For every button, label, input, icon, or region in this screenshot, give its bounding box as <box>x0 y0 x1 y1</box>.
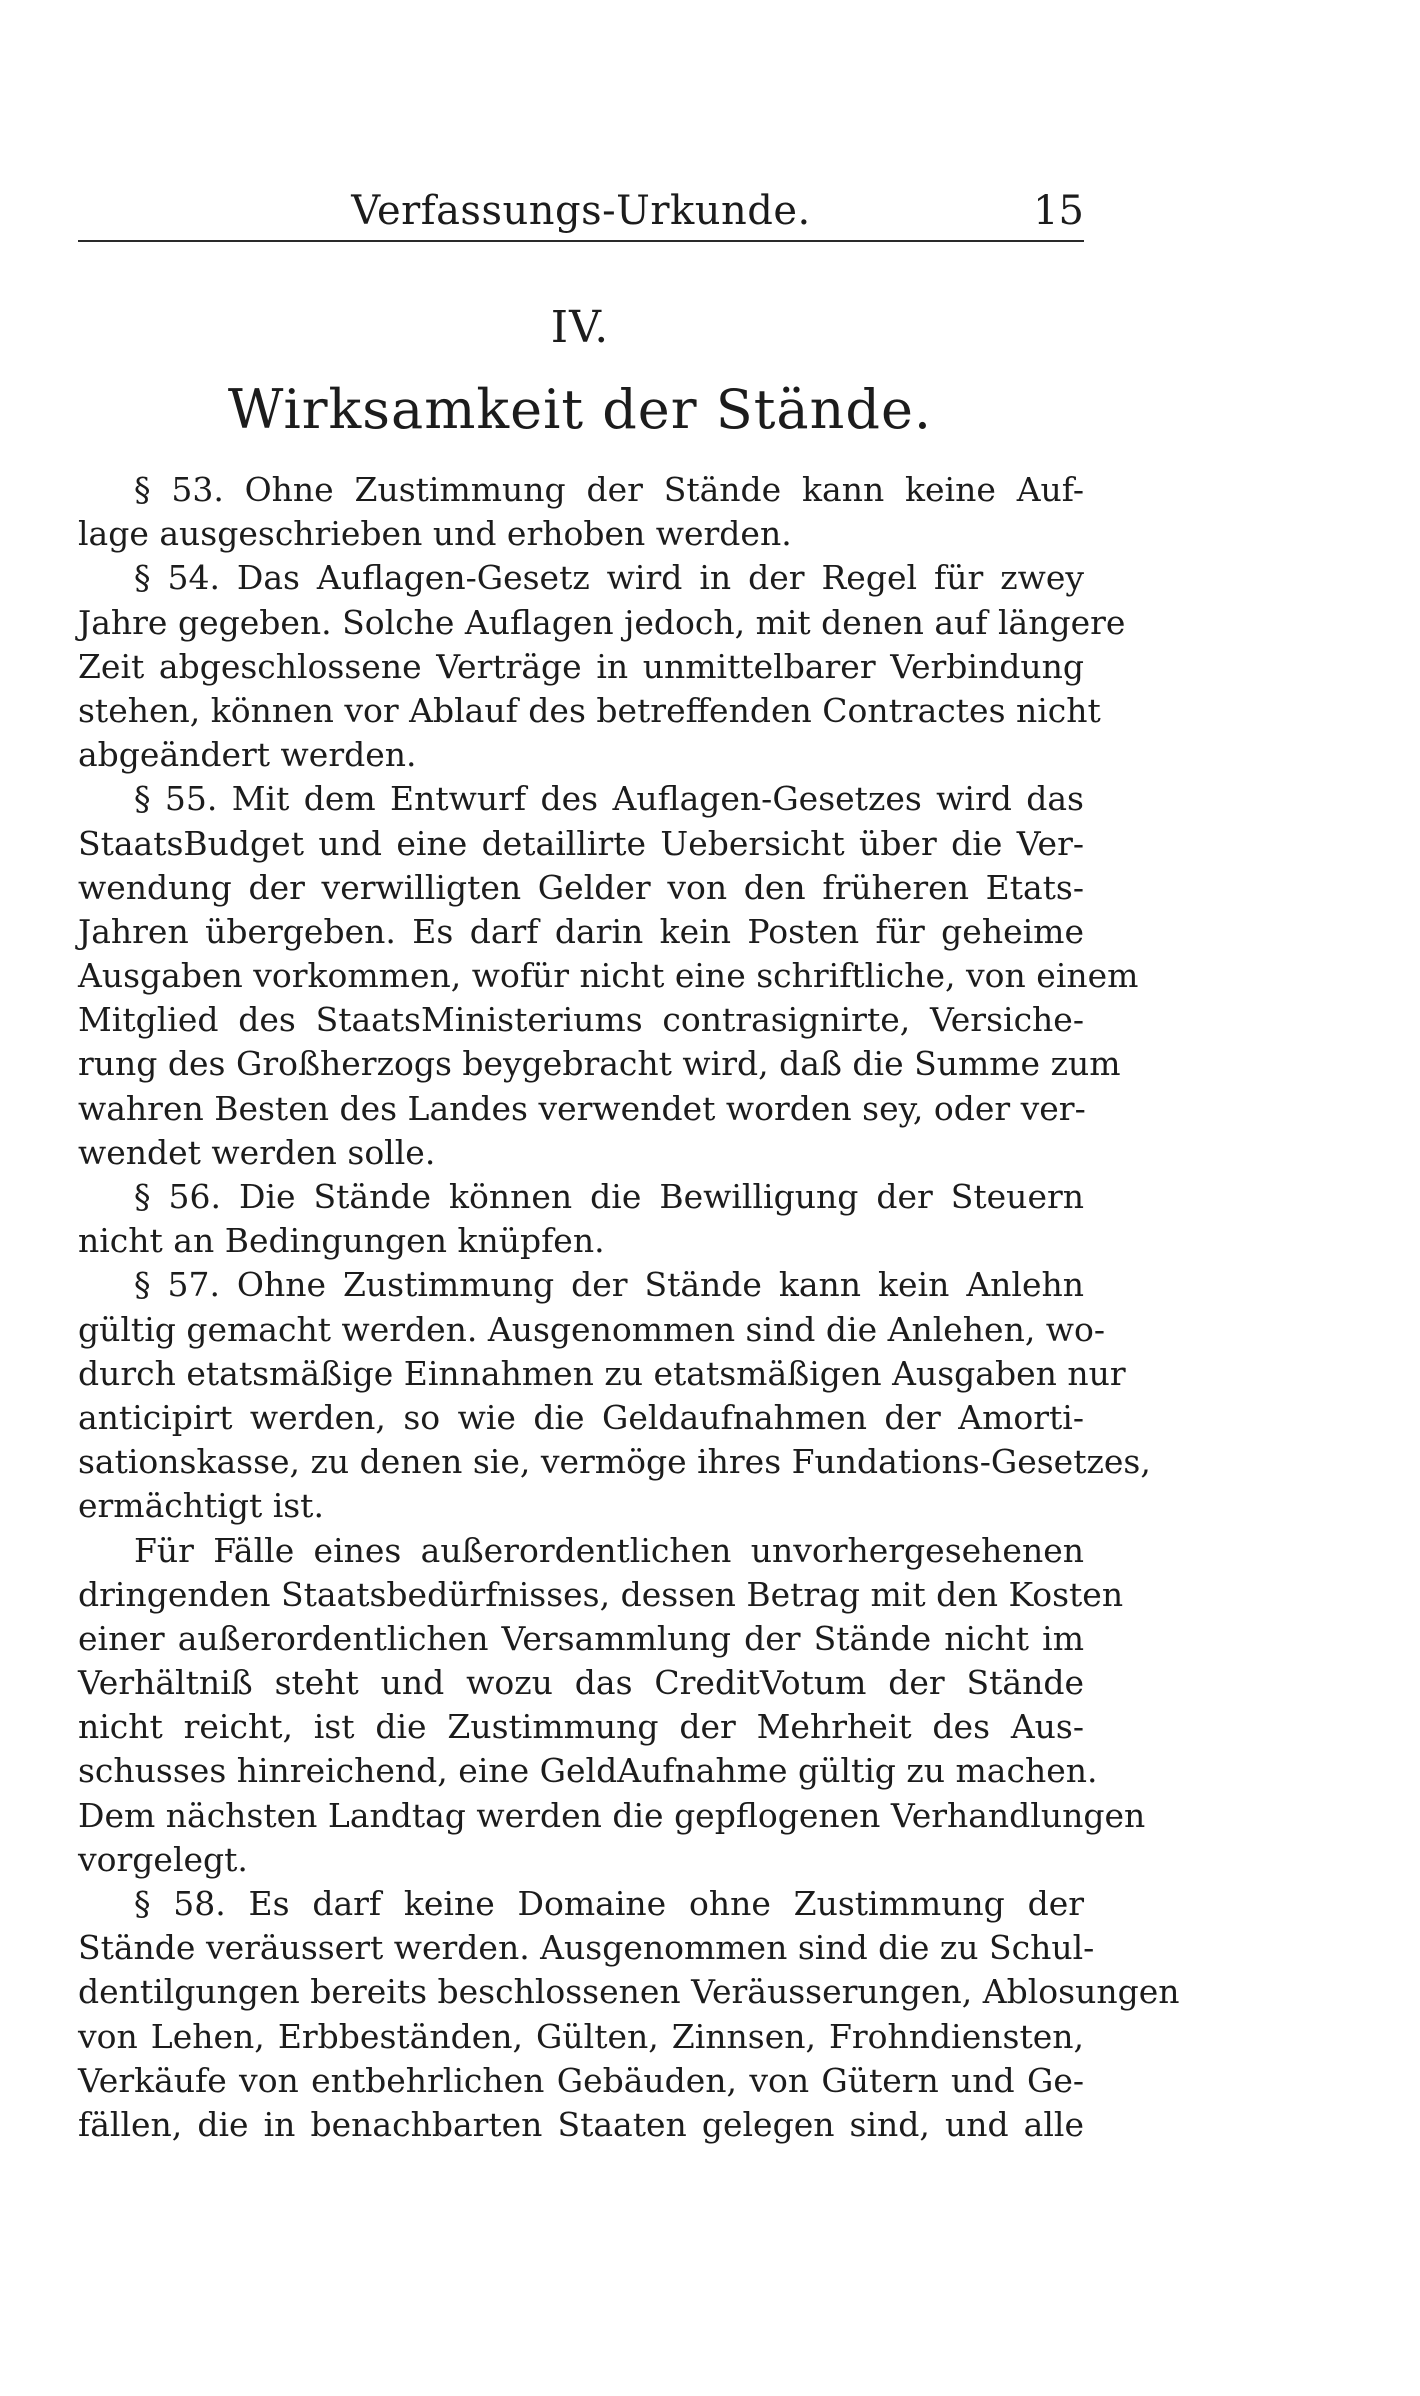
text-line: von Lehen, Erbbeständen, Gülten, Zinnsen, Frohndiensten, <box>78 2016 1084 2056</box>
running-header <box>78 180 1084 242</box>
running-title: Verfassungs-Urkunde. <box>351 188 811 234</box>
text-line: Dem nächsten Landtag werden die gepflogenen Verhandlungen <box>78 1795 1146 1835</box>
text-line: § 58. Es darf keine Domaine ohne Zustimmung der <box>134 1884 1084 1923</box>
text-line: dringenden Staatsbedürfnisses, dessen Betrag mit den Kosten <box>78 1574 1124 1614</box>
text-line: sationskasse, zu denen sie, vermöge ihres Fundations-Gesetzes, <box>78 1442 1151 1482</box>
text-line: Verhältniß steht und wozu das CreditVotum der Stände <box>78 1663 1084 1703</box>
text-line: lage ausgeschrieben und erhoben werden. <box>78 514 792 554</box>
text-line: dentilgungen bereits beschlossenen Veräusserungen, Ablosungen <box>78 1972 1180 2012</box>
text-line: anticipirt werden, so wie die Geldaufnahmen der Amorti- <box>78 1397 1084 1437</box>
text-line: wendung der verwilligten Gelder von den früheren Etats- <box>78 867 1084 907</box>
text-line: einer außerordentlichen Versammlung der Stände nicht im <box>78 1618 1084 1658</box>
text-line: rung des Großherzogs beygebracht wird, daß die Summe zum <box>78 1044 1121 1084</box>
chapter-title: Wirksamkeit der Stände. <box>227 378 933 441</box>
text-line: Stände veräussert werden. Ausgenommen sind die zu Schul- <box>78 1928 1095 1968</box>
page-number: 15 <box>1033 188 1084 234</box>
text-line: nicht reicht, ist die Zustimmung der Mehrheit des Aus- <box>78 1707 1084 1747</box>
text-line: gültig gemacht werden. Ausgenommen sind die Anlehen, wo- <box>78 1309 1106 1349</box>
text-line: vorgelegt. <box>78 1839 248 1879</box>
body-text <box>78 468 1180 2147</box>
text-line: fällen, die in benachbarten Staaten gelegen sind, und alle <box>78 2104 1084 2144</box>
text-line: schusses hinreichend, eine GeldAufnahme gültig zu machen. <box>78 1751 1098 1791</box>
text-line: Jahre gegeben. Solche Auflagen jedoch, mit denen auf längere <box>78 602 1126 642</box>
text-line: Verkäufe von entbehrlichen Gebäuden, von Gütern und Ge- <box>78 2060 1084 2100</box>
text-line: durch etatsmäßige Einnahmen zu etatsmäßigen Ausgaben nur <box>78 1353 1126 1393</box>
text-line: Zeit abgeschlossene Verträge in unmittelbarer Verbindung <box>78 646 1084 686</box>
text-line: Für Fälle eines außerordentlichen unvorhergesehenen <box>134 1530 1084 1570</box>
header-rule <box>78 240 1084 242</box>
text-line: § 53. Ohne Zustimmung der Stände kann keine Auf- <box>134 470 1084 509</box>
text-line: § 56. Die Stände können die Bewilligung der Steuern <box>134 1177 1084 1216</box>
text-line: nicht an Bedingungen knüpfen. <box>78 1221 605 1261</box>
chapter-number: IV. <box>550 302 610 353</box>
text-line: Jahren übergeben. Es darf darin kein Posten für geheime <box>78 911 1084 951</box>
text-line: wahren Besten des Landes verwendet worden sey, oder ver- <box>78 1088 1086 1128</box>
text-line: Ausgaben vorkommen, wofür nicht eine schriftliche, von einem <box>78 956 1139 996</box>
text-line: wendet werden solle. <box>78 1132 436 1172</box>
text-line: StaatsBudget und eine detaillirte Uebersicht über die Ver- <box>78 823 1084 863</box>
text-line: Mitglied des StaatsMinisteriums contrasignirte, Versiche- <box>78 1000 1084 1040</box>
text-line: § 54. Das Auflagen-Gesetz wird in der Regel für zwey <box>134 558 1084 598</box>
text-line: ermächtigt ist. <box>78 1486 324 1526</box>
text-line: § 55. Mit dem Entwurf des Auflagen-Gesetzes wird das <box>134 779 1084 819</box>
text-line: § 57. Ohne Zustimmung der Stände kann kein Anlehn <box>134 1265 1084 1305</box>
text-line: abgeändert werden. <box>78 735 417 775</box>
text-line: stehen, können vor Ablauf des betreffenden Contractes nicht <box>78 690 1101 730</box>
